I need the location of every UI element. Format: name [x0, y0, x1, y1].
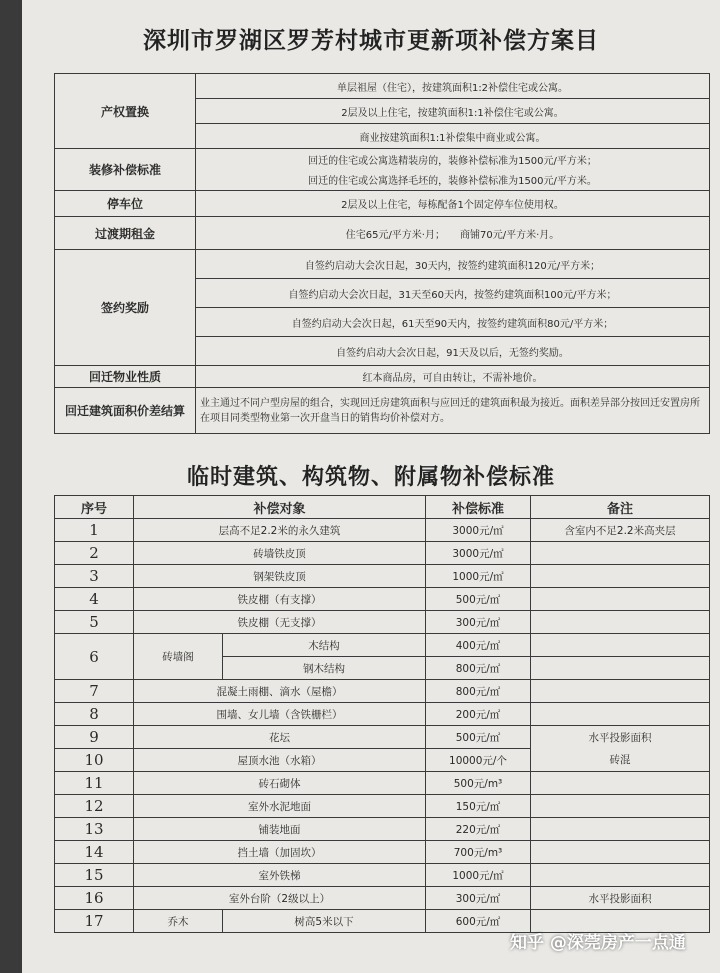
row-remark: 含室内不足2.2米高夹层 [531, 519, 710, 542]
row-standard: 400元/㎡ [426, 634, 531, 657]
row-no: 1 [55, 519, 134, 542]
section-title: 临时建筑、构筑物、附属物补偿标准 [186, 464, 555, 490]
plan-row [55, 149, 710, 170]
row-no: 17 [55, 910, 134, 933]
row-remark [531, 795, 710, 818]
row-remark: 水平投影面积 [531, 726, 710, 749]
plan-row [55, 217, 710, 250]
row-remark [531, 864, 710, 887]
row-object: 铺装地面 [134, 818, 426, 841]
table-row [55, 611, 710, 634]
plan-label-decoration: 装修补偿标准 [55, 149, 196, 191]
plan-row [55, 366, 710, 388]
row-object: 层高不足2.2米的永久建筑 [134, 519, 426, 542]
row-remark [531, 565, 710, 588]
table-row [55, 795, 710, 818]
table-row [55, 772, 710, 795]
row-object: 花坛 [134, 726, 426, 749]
table-row [55, 726, 710, 749]
row-standard: 3000元/㎡ [426, 542, 531, 565]
table-row [55, 588, 710, 611]
row-remark: 水平投影面积 [531, 887, 710, 910]
standards-table [54, 495, 710, 933]
header-object: 补偿对象 [134, 496, 426, 519]
row-no: 5 [55, 611, 134, 634]
row-object: 铁皮棚（有支撑） [134, 588, 426, 611]
row-standard: 500元/㎡ [426, 588, 531, 611]
table-row [55, 519, 710, 542]
row-object: 室外铁梯 [134, 864, 426, 887]
table-header-row [55, 496, 710, 519]
row-no: 15 [55, 864, 134, 887]
plan-value: 商业按建筑面积1:1补偿集中商业或公寓。 [196, 124, 710, 149]
row-remark [531, 611, 710, 634]
row-object: 挡土墙（加固坎） [134, 841, 426, 864]
row-remark [531, 818, 710, 841]
plan-label-signing-reward: 签约奖励 [55, 250, 196, 366]
row-no: 14 [55, 841, 134, 864]
row-object: 树高5米以下 [223, 910, 426, 933]
table-row [55, 565, 710, 588]
row-standard: 300元/㎡ [426, 887, 531, 910]
photo-left-edge [0, 0, 22, 973]
document-title: 深圳市罗湖区罗芳村城市更新项补偿方案目 [143, 27, 599, 54]
row-remark [531, 703, 710, 726]
plan-row [55, 250, 710, 279]
plan-value: 自签约启动大会次日起，61天至90天内，按签约建筑面积80元/平方米； [196, 308, 710, 337]
plan-value: 住宅65元/平方米·月； 商铺70元/平方米·月。 [196, 217, 710, 250]
table-row [55, 841, 710, 864]
row-remark [531, 634, 710, 657]
plan-value: 自签约启动大会次日起，30天内，按签约建筑面积120元/平方米； [196, 250, 710, 279]
row-standard: 600元/㎡ [426, 910, 531, 933]
row-no: 4 [55, 588, 134, 611]
row-no: 7 [55, 680, 134, 703]
header-no: 序号 [55, 496, 134, 519]
row-standard: 200元/㎡ [426, 703, 531, 726]
row-remark: 砖混 [531, 749, 710, 772]
row-standard: 10000元/个 [426, 749, 531, 772]
row-standard: 700元/m³ [426, 841, 531, 864]
row-no: 13 [55, 818, 134, 841]
table-row [55, 634, 710, 657]
plan-value: 回迁的住宅或公寓选精装房的，装修补偿标准为1500元/平方米； [196, 149, 710, 170]
row-no: 12 [55, 795, 134, 818]
row-standard: 3000元/㎡ [426, 519, 531, 542]
row-standard: 800元/㎡ [426, 657, 531, 680]
table-row [55, 887, 710, 910]
row-no: 3 [55, 565, 134, 588]
plan-value: 2层及以上住宅，按建筑面积1:1补偿住宅或公寓。 [196, 99, 710, 124]
row-group: 乔木 [134, 910, 223, 933]
table-row [55, 542, 710, 565]
row-standard: 500元/㎡ [426, 726, 531, 749]
plan-value: 业主通过不同户型房屋的组合，实现回迁房建筑面积与应回迁的建筑面积最为接近。面积差异部分按回迁安置房所在项目同类型物业第一次开盘当日的销售均价补偿对方。 [196, 388, 710, 434]
table-row [55, 864, 710, 887]
row-standard: 1000元/㎡ [426, 565, 531, 588]
header-remark: 备注 [531, 496, 710, 519]
plan-value: 回迁的住宅或公寓选择毛坯的，装修补偿标准为1500元/平方米。 [196, 170, 710, 191]
watermark: 知乎 @深莞房产一点通 [510, 933, 686, 953]
plan-value: 2层及以上住宅，每栋配备1个固定停车位使用权。 [196, 191, 710, 217]
row-standard: 220元/㎡ [426, 818, 531, 841]
row-no: 9 [55, 726, 134, 749]
row-object: 混凝土雨棚、滴水（屋檐） [134, 680, 426, 703]
row-remark [531, 841, 710, 864]
plan-label-property-swap: 产权置换 [55, 74, 196, 149]
row-standard: 300元/㎡ [426, 611, 531, 634]
row-standard: 150元/㎡ [426, 795, 531, 818]
plan-value: 单层祖屋（住宅），按建筑面积1:2补偿住宅或公寓。 [196, 74, 710, 99]
row-object: 钢木结构 [223, 657, 426, 680]
row-standard: 500元/m³ [426, 772, 531, 795]
row-remark [531, 542, 710, 565]
row-remark [531, 772, 710, 795]
row-object: 室外台阶（2级以上） [134, 887, 426, 910]
row-standard: 800元/㎡ [426, 680, 531, 703]
row-object: 铁皮棚（无支撑） [134, 611, 426, 634]
plan-value: 红本商品房，可自由转让，不需补地价。 [196, 366, 710, 388]
row-object: 砖石砌体 [134, 772, 426, 795]
table-row [55, 680, 710, 703]
row-object: 砖墙铁皮顶 [134, 542, 426, 565]
table-row [55, 703, 710, 726]
row-no: 2 [55, 542, 134, 565]
plan-label-area-difference: 回迁建筑面积价差结算 [55, 388, 196, 434]
row-object: 室外水泥地面 [134, 795, 426, 818]
plan-value: 自签约启动大会次日起，31天至60天内，按签约建筑面积100元/平方米； [196, 279, 710, 308]
row-object: 屋顶水池（水箱） [134, 749, 426, 772]
compensation-plan-table [54, 73, 710, 434]
row-no: 16 [55, 887, 134, 910]
plan-value: 自签约启动大会次日起，91天及以后，无签约奖励。 [196, 337, 710, 366]
row-no: 6 [55, 634, 134, 680]
plan-label-transition-rent: 过渡期租金 [55, 217, 196, 250]
document-sheet [22, 0, 720, 973]
plan-label-property-nature: 回迁物业性质 [55, 366, 196, 388]
row-remark [531, 680, 710, 703]
plan-row [55, 74, 710, 99]
table-row [55, 749, 710, 772]
row-remark [531, 657, 710, 680]
row-object: 木结构 [223, 634, 426, 657]
plan-row [55, 191, 710, 217]
row-no: 8 [55, 703, 134, 726]
row-standard: 1000元/㎡ [426, 864, 531, 887]
row-no: 11 [55, 772, 134, 795]
plan-row [55, 388, 710, 434]
row-object: 钢架铁皮顶 [134, 565, 426, 588]
row-remark [531, 588, 710, 611]
header-standard: 补偿标准 [426, 496, 531, 519]
plan-label-parking: 停车位 [55, 191, 196, 217]
table-row [55, 818, 710, 841]
row-no: 10 [55, 749, 134, 772]
row-group: 砖墙阁 [134, 634, 223, 680]
row-object: 围墙、女儿墙（含铁栅栏） [134, 703, 426, 726]
